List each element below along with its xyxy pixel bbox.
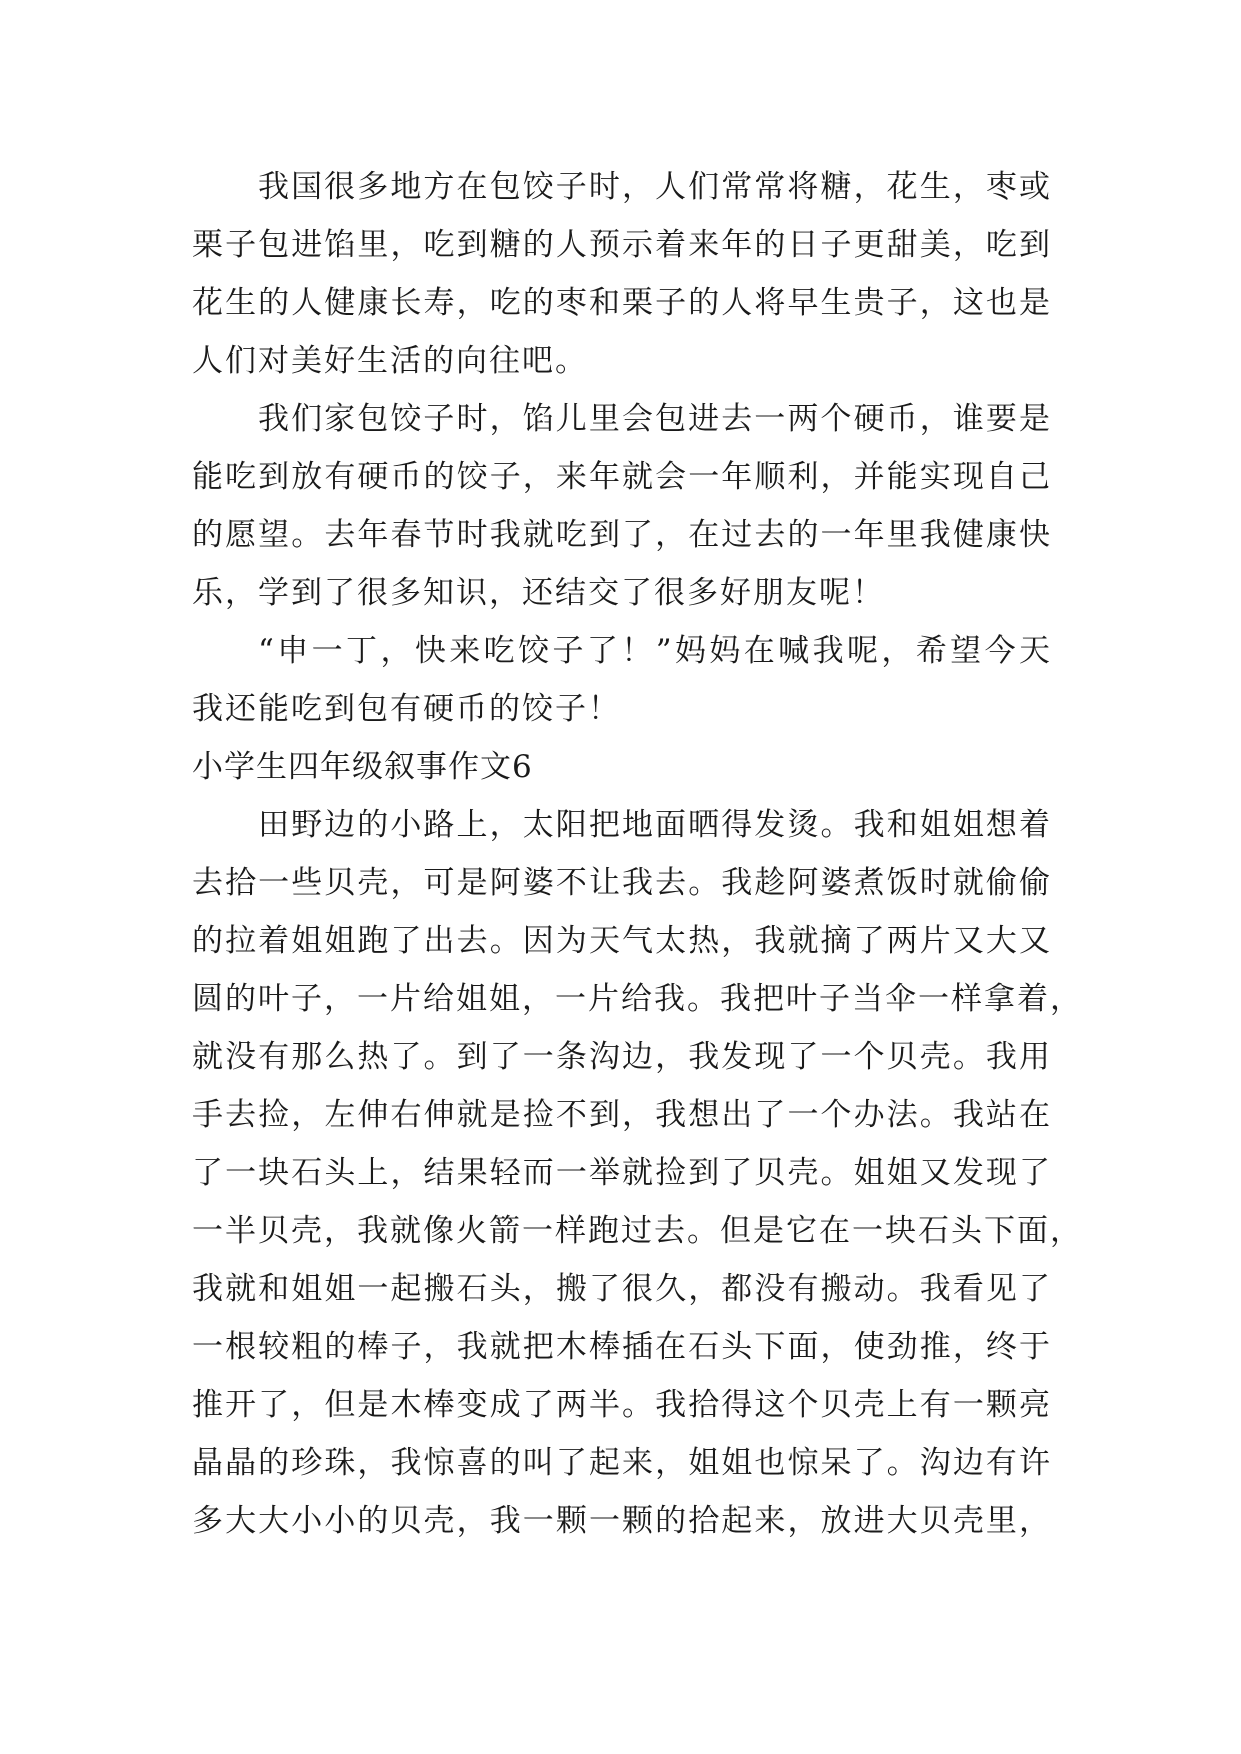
- document-page: [192, 158, 1083, 1550]
- text-line: 我国很多地方在包饺子时，人们常常将糖，花生，枣或: [258, 169, 1052, 205]
- text-line: 能吃到放有硬币的饺子，来年就会一年顺利，并能实现自己: [192, 459, 1052, 495]
- text-line: 一半贝壳，我就像火箭一样跑过去。但是它在一块石头下面，: [192, 1213, 1083, 1249]
- text-line: 晶晶的珍珠，我惊喜的叫了起来，姐姐也惊呆了。沟边有许: [192, 1445, 1052, 1481]
- text-line: 花生的人健康长寿，吃的枣和栗子的人将早生贵子，这也是: [192, 285, 1052, 321]
- text-line: 田野边的小路上，太阳把地面晒得发烫。我和姐姐想着: [258, 807, 1052, 843]
- text-line: 人们对美好生活的向往吧。: [192, 343, 588, 379]
- text-line: 的愿望。去年春节时我就吃到了，在过去的一年里我健康快: [192, 517, 1052, 553]
- text-line: 多大大小小的贝壳，我一颗一颗的拾起来，放进大贝壳里，: [192, 1503, 1052, 1539]
- text-line: 手去捡，左伸右伸就是捡不到，我想出了一个办法。我站在: [192, 1097, 1052, 1133]
- paragraph: [192, 390, 1052, 622]
- text-line: 去拾一些贝壳，可是阿婆不让我去。我趁阿婆煮饭时就偷偷: [192, 865, 1052, 901]
- text-line: 一根较粗的棒子，我就把木棒插在石头下面，使劲推，终于: [192, 1329, 1052, 1365]
- text-line: 就没有那么热了。到了一条沟边，我发现了一个贝壳。我用: [192, 1039, 1052, 1075]
- text-line: 的拉着姐姐跑了出去。因为天气太热，我就摘了两片又大又: [192, 923, 1052, 959]
- section-heading: 小学生四年级叙事作文6: [192, 749, 533, 785]
- text-line: 了一块石头上，结果轻而一举就捡到了贝壳。姐姐又发现了: [192, 1155, 1052, 1191]
- paragraph: [192, 622, 1052, 738]
- paragraph: [192, 158, 1052, 390]
- text-line: 栗子包进馅里，吃到糖的人预示着来年的日子更甜美，吃到: [192, 227, 1052, 263]
- text-line: 我就和姐姐一起搬石头，搬了很久，都没有搬动。我看见了: [192, 1271, 1052, 1307]
- text-line: 我们家包饺子时，馅儿里会包进去一两个硬币，谁要是: [258, 401, 1052, 437]
- text-line: 乐，学到了很多知识，还结交了很多好朋友呢！: [192, 575, 885, 611]
- text-line: 推开了，但是木棒变成了两半。我拾得这个贝壳上有一颗亮: [192, 1387, 1052, 1423]
- essay-paragraph: [192, 796, 1083, 1550]
- text-line: 我还能吃到包有硬币的饺子！: [192, 691, 621, 727]
- text-line: “申一丁，快来吃饺子了！”妈妈在喊我呢，希望今天: [258, 633, 1052, 669]
- text-line: 圆的叶子，一片给姐姐，一片给我。我把叶子当伞一样拿着，: [192, 981, 1083, 1017]
